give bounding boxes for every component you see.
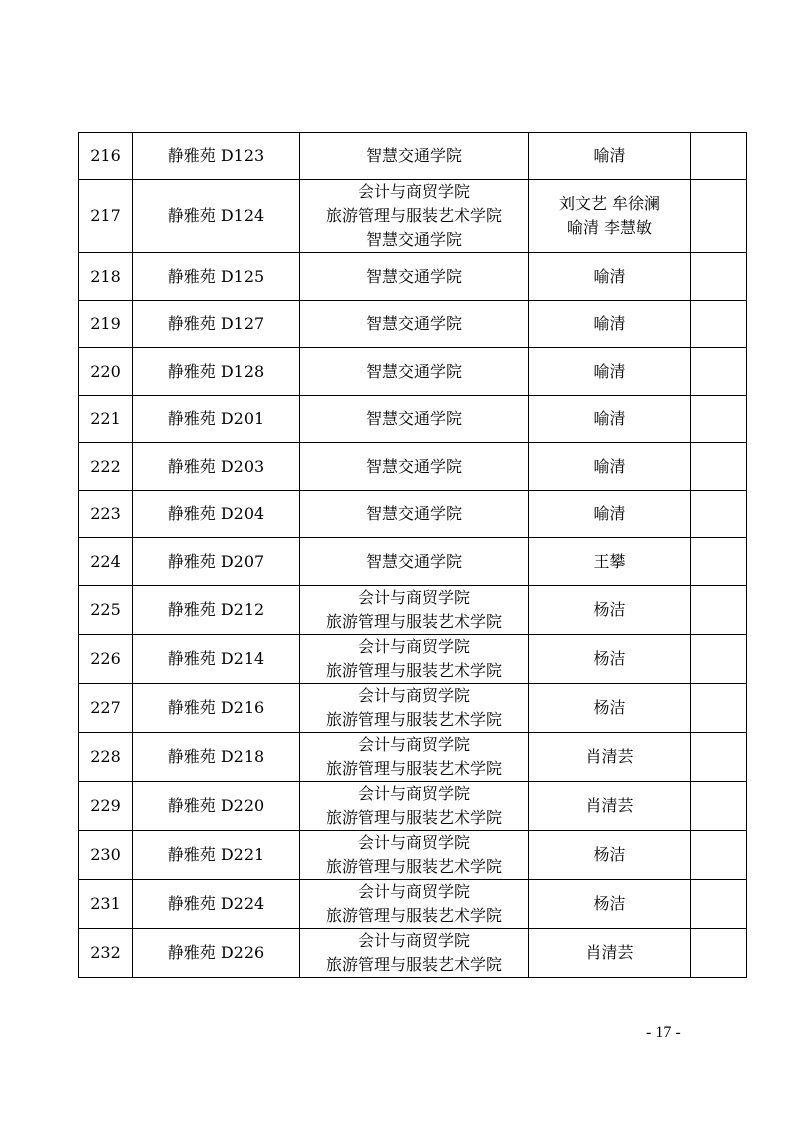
room-cell: 静雅苑 D203 xyxy=(133,443,300,491)
room-cell: 静雅苑 D201 xyxy=(133,396,300,443)
row-number-cell: 229 xyxy=(79,782,133,831)
person-in-charge-cell-line: 喻清 xyxy=(593,456,626,476)
college-cell xyxy=(300,348,529,396)
college-cell xyxy=(300,253,529,301)
college-cell xyxy=(300,880,529,929)
person-in-charge-cell xyxy=(529,782,691,831)
person-in-charge-cell-line: 杨洁 xyxy=(593,845,626,864)
college-cell-line: 智慧交通学院 xyxy=(365,230,462,249)
college-cell-line: 智慧交通学院 xyxy=(365,314,462,333)
person-in-charge-cell xyxy=(529,929,691,978)
row-number-cell: 231 xyxy=(79,880,133,929)
college-cell-line: 会计与商贸学院 xyxy=(357,784,470,803)
dormitory-table xyxy=(78,132,747,978)
row-number-cell: 219 xyxy=(79,301,133,348)
table-body xyxy=(79,133,747,978)
room-cell: 静雅苑 D216 xyxy=(133,684,300,733)
table-row xyxy=(79,538,747,586)
room-cell: 静雅苑 D123 xyxy=(133,133,300,180)
college-cell-line: 会计与商贸学院 xyxy=(357,882,470,901)
table-row xyxy=(79,733,747,782)
person-in-charge-cell xyxy=(529,133,691,180)
person-in-charge-cell xyxy=(529,180,691,253)
row-number-cell: 232 xyxy=(79,929,133,978)
person-in-charge-cell-line: 杨洁 xyxy=(593,894,626,913)
note-cell xyxy=(691,396,747,443)
college-cell-line: 旅游管理与服装艺术学院 xyxy=(325,661,502,680)
college-cell-line: 会计与商贸学院 xyxy=(357,182,470,201)
row-number-cell: 218 xyxy=(79,253,133,301)
note-cell xyxy=(691,301,747,348)
note-cell xyxy=(691,491,747,538)
table-row xyxy=(79,133,747,180)
person-in-charge-cell-line: 喻清 xyxy=(593,361,626,381)
row-number-cell: 222 xyxy=(79,443,133,491)
room-cell: 静雅苑 D218 xyxy=(133,733,300,782)
row-number-cell: 223 xyxy=(79,491,133,538)
person-in-charge-cell-line: 肖清芸 xyxy=(585,943,634,962)
room-cell: 静雅苑 D226 xyxy=(133,929,300,978)
person-in-charge-cell-line: 杨洁 xyxy=(593,600,626,619)
note-cell xyxy=(691,831,747,880)
person-in-charge-cell xyxy=(529,831,691,880)
table-row xyxy=(79,586,747,635)
person-in-charge-cell xyxy=(529,538,691,586)
room-cell: 静雅苑 D212 xyxy=(133,586,300,635)
room-cell: 静雅苑 D207 xyxy=(133,538,300,586)
college-cell xyxy=(300,133,529,180)
college-cell xyxy=(300,684,529,733)
table-row xyxy=(79,443,747,491)
person-in-charge-cell xyxy=(529,733,691,782)
college-cell-line: 智慧交通学院 xyxy=(365,504,462,523)
college-cell-line: 旅游管理与服装艺术学院 xyxy=(325,206,502,225)
row-number-cell: 230 xyxy=(79,831,133,880)
college-cell xyxy=(300,538,529,586)
row-number-cell: 227 xyxy=(79,684,133,733)
room-cell: 静雅苑 D124 xyxy=(133,180,300,253)
person-in-charge-cell xyxy=(529,880,691,929)
note-cell xyxy=(691,880,747,929)
note-cell xyxy=(691,180,747,253)
person-in-charge-cell xyxy=(529,491,691,538)
room-cell: 静雅苑 D221 xyxy=(133,831,300,880)
room-cell: 静雅苑 D204 xyxy=(133,491,300,538)
table-row xyxy=(79,396,747,443)
person-in-charge-cell xyxy=(529,301,691,348)
college-cell xyxy=(300,733,529,782)
college-cell xyxy=(300,443,529,491)
room-cell: 静雅苑 D125 xyxy=(133,253,300,301)
college-cell xyxy=(300,929,529,978)
row-number-cell: 226 xyxy=(79,635,133,684)
college-cell-line: 旅游管理与服装艺术学院 xyxy=(325,759,502,778)
table-row xyxy=(79,348,747,396)
college-cell-line: 智慧交通学院 xyxy=(365,456,462,476)
row-number-cell: 228 xyxy=(79,733,133,782)
table-row xyxy=(79,491,747,538)
college-cell xyxy=(300,586,529,635)
row-number-cell: 217 xyxy=(79,180,133,253)
college-cell xyxy=(300,635,529,684)
row-number-cell: 225 xyxy=(79,586,133,635)
room-cell: 静雅苑 D214 xyxy=(133,635,300,684)
person-in-charge-cell xyxy=(529,586,691,635)
college-cell-line: 会计与商贸学院 xyxy=(357,588,470,607)
college-cell-line: 智慧交通学院 xyxy=(365,146,462,165)
college-cell-line: 会计与商贸学院 xyxy=(357,686,470,705)
person-in-charge-cell-line: 喻清 李慧敏 xyxy=(566,218,653,237)
person-in-charge-cell xyxy=(529,396,691,443)
note-cell xyxy=(691,443,747,491)
room-cell: 静雅苑 D127 xyxy=(133,301,300,348)
college-cell-line: 旅游管理与服装艺术学院 xyxy=(325,906,502,925)
note-cell xyxy=(691,538,747,586)
table-row xyxy=(79,782,747,831)
note-cell xyxy=(691,253,747,301)
college-cell-line: 旅游管理与服装艺术学院 xyxy=(325,808,502,827)
table-row xyxy=(79,684,747,733)
table-row xyxy=(79,180,747,253)
note-cell xyxy=(691,782,747,831)
college-cell xyxy=(300,831,529,880)
person-in-charge-cell xyxy=(529,684,691,733)
page-number: - 17 - xyxy=(646,1024,681,1041)
table-row xyxy=(79,635,747,684)
person-in-charge-cell-line: 肖清芸 xyxy=(585,796,634,815)
person-in-charge-cell-line: 喻清 xyxy=(593,409,626,428)
person-in-charge-cell-line: 杨洁 xyxy=(593,698,626,717)
person-in-charge-cell-line: 喻清 xyxy=(593,266,626,286)
person-in-charge-cell xyxy=(529,348,691,396)
college-cell-line: 会计与商贸学院 xyxy=(357,637,470,656)
person-in-charge-cell-line: 刘文艺 牟徐澜 xyxy=(558,194,661,213)
college-cell-line: 旅游管理与服装艺术学院 xyxy=(325,612,502,631)
person-in-charge-cell-line: 喻清 xyxy=(593,146,626,165)
note-cell xyxy=(691,929,747,978)
note-cell xyxy=(691,733,747,782)
room-cell: 静雅苑 D220 xyxy=(133,782,300,831)
college-cell-line: 旅游管理与服装艺术学院 xyxy=(325,710,502,729)
note-cell xyxy=(691,133,747,180)
college-cell-line: 智慧交通学院 xyxy=(365,551,462,571)
note-cell xyxy=(691,635,747,684)
row-number-cell: 216 xyxy=(79,133,133,180)
person-in-charge-cell xyxy=(529,443,691,491)
college-cell xyxy=(300,491,529,538)
note-cell xyxy=(691,586,747,635)
row-number-cell: 221 xyxy=(79,396,133,443)
college-cell-line: 会计与商贸学院 xyxy=(357,833,470,852)
college-cell-line: 智慧交通学院 xyxy=(365,361,462,381)
college-cell-line: 智慧交通学院 xyxy=(365,266,462,286)
row-number-cell: 224 xyxy=(79,538,133,586)
table-row xyxy=(79,831,747,880)
college-cell xyxy=(300,782,529,831)
college-cell-line: 会计与商贸学院 xyxy=(357,931,470,950)
college-cell-line: 智慧交通学院 xyxy=(365,409,462,428)
person-in-charge-cell-line: 杨洁 xyxy=(593,649,626,668)
table-row xyxy=(79,929,747,978)
person-in-charge-cell xyxy=(529,635,691,684)
person-in-charge-cell-line: 喻清 xyxy=(593,504,626,523)
room-cell: 静雅苑 D128 xyxy=(133,348,300,396)
table-row xyxy=(79,880,747,929)
table-row xyxy=(79,253,747,301)
college-cell-line: 旅游管理与服装艺术学院 xyxy=(325,955,502,974)
person-in-charge-cell-line: 肖清芸 xyxy=(585,747,634,766)
college-cell xyxy=(300,396,529,443)
person-in-charge-cell-line: 王攀 xyxy=(593,551,626,571)
row-number-cell: 220 xyxy=(79,348,133,396)
college-cell-line: 旅游管理与服装艺术学院 xyxy=(325,857,502,876)
note-cell xyxy=(691,348,747,396)
table-row xyxy=(79,301,747,348)
college-cell-line: 会计与商贸学院 xyxy=(357,735,470,754)
person-in-charge-cell-line: 喻清 xyxy=(593,314,626,333)
room-cell: 静雅苑 D224 xyxy=(133,880,300,929)
note-cell xyxy=(691,684,747,733)
person-in-charge-cell xyxy=(529,253,691,301)
college-cell xyxy=(300,301,529,348)
college-cell xyxy=(300,180,529,253)
